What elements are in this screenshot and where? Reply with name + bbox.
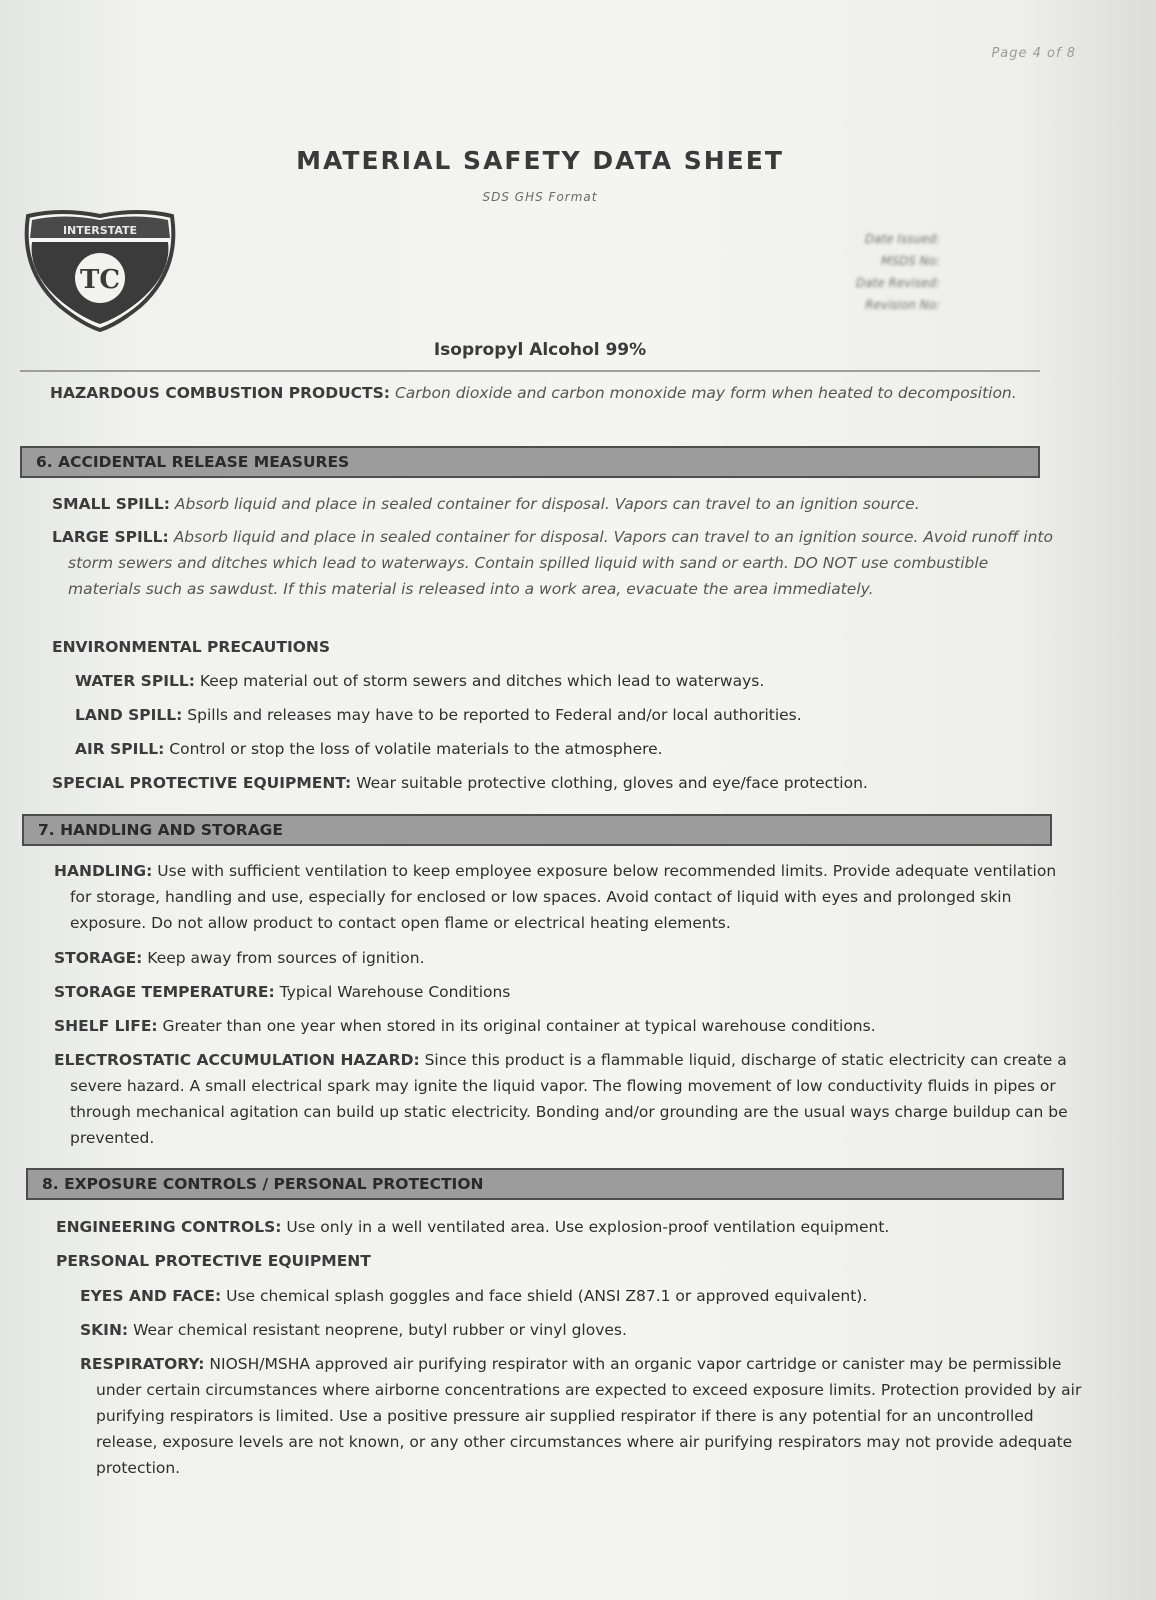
header-divider — [20, 370, 1040, 372]
product-name: Isopropyl Alcohol 99% — [433, 340, 647, 360]
storage-item: STORAGE: Keep away from sources of ignition. — [54, 949, 425, 967]
storage-temperature-item: STORAGE TEMPERATURE: Typical Warehouse Conditions — [54, 983, 511, 1001]
electrostatic-accumulation-hazard-item: ELECTROSTATIC ACCUMULATION HAZARD: Since this product is a flammable liquid, discharge of static electricity can create a severe hazard. A small electrical spark may ignite the liquid vapor. The flowing movement of low conductivity fluids in pipes or through mechanical agitation can build up static electricity. Bonding and/or grounding are the usual ways charge buildup can be prevented. — [54, 1051, 1068, 1147]
logo-text: INTERSTATE — [62, 224, 138, 237]
shelf-life-item: SHELF LIFE: Greater than one year when stored in its original container at typical warehouse conditions. — [54, 1017, 876, 1035]
engineering-controls-item: ENGINEERING CONTROLS: Use only in a well ventilated area. Use explosion-proof ventilation equipment. — [56, 1218, 890, 1236]
section-heading-7: 7. HANDLING AND STORAGE — [22, 814, 1052, 846]
water-spill-item: WATER SPILL: Keep material out of storm sewers and ditches which lead to waterways. — [75, 672, 765, 690]
special-protective-equipment-item: SPECIAL PROTECTIVE EQUIPMENT: Wear suitable protective clothing, gloves and eye/face protection. — [52, 774, 868, 792]
handling-item: HANDLING: Use with sufficient ventilation to keep employee exposure below recommended limits. Provide adequate ventilation for storage, handling and use, especially for enclosed or low spaces. Avoid contact of liquid with eyes and prolonged skin exposure. Do not allow product to contact open flame or electrical heating elements. — [54, 862, 1057, 932]
environmental-precautions-heading: ENVIRONMENTAL PRECAUTIONS — [52, 638, 331, 656]
document-title: MATERIAL SAFETY DATA SHEET — [296, 146, 784, 175]
large-spill-item: LARGE SPILL: Absorb liquid and place in sealed container for disposal. Vapors can travel to an ignition source. Avoid runoff into storm sewers and ditches which lead to waterways. Contain spilled liquid with sand or earth. DO NOT use combustible materials such as sawdust. If this material is released into a work area, evacuate the area immediately. — [52, 528, 1053, 598]
document-subtitle: SDS GHS Format — [482, 190, 598, 204]
air-spill-item: AIR SPILL: Control or stop the loss of volatile materials to the atmosphere. — [75, 740, 663, 758]
small-spill-item: SMALL SPILL: Absorb liquid and place in sealed container for disposal. Vapors can travel to an ignition source. — [52, 495, 920, 513]
skin-item: SKIN: Wear chemical resistant neoprene, butyl rubber or vinyl gloves. — [80, 1321, 627, 1339]
meta-row-date-issued: Date Issued: — [864, 232, 940, 246]
meta-row-msds-no: MSDS No: — [880, 254, 940, 268]
personal-protective-equipment-heading: PERSONAL PROTECTIVE EQUIPMENT — [56, 1252, 371, 1270]
page-number: Page 4 of 8 — [991, 46, 1076, 61]
logo-monogram: TC — [79, 265, 121, 295]
respiratory-item: RESPIRATORY: NIOSH/MSHA approved air purifying respirator with an organic vapor cartridge or canister may be permissible under certain circumstances where airborne concentrations are expected to exceed exposure limits. Protection provided by air purifying respirators is limited. Use a positive pressure air supplied respirator if there is any potential for an uncontrolled release, exposure levels are not known, or any other circumstances where air purifying respirators may not provide adequate protection. — [80, 1355, 1082, 1477]
meta-row-date-revised: Date Revised: — [856, 276, 940, 290]
company-logo — [22, 208, 178, 332]
document-metadata — [776, 228, 1036, 316]
meta-row-revision-no: Revision No: — [865, 298, 940, 312]
section-heading-8: 8. EXPOSURE CONTROLS / PERSONAL PROTECTION — [26, 1168, 1064, 1200]
eyes-and-face-item: EYES AND FACE: Use chemical splash goggles and face shield (ANSI Z87.1 or approved equivalent). — [80, 1287, 868, 1305]
hazardous-combustion-products: HAZARDOUS COMBUSTION PRODUCTS: Carbon dioxide and carbon monoxide may form when heated to decomposition. — [50, 384, 1017, 402]
section-heading-6: 6. ACCIDENTAL RELEASE MEASURES — [20, 446, 1040, 478]
land-spill-item: LAND SPILL: Spills and releases may have to be reported to Federal and/or local authorities. — [75, 706, 802, 724]
